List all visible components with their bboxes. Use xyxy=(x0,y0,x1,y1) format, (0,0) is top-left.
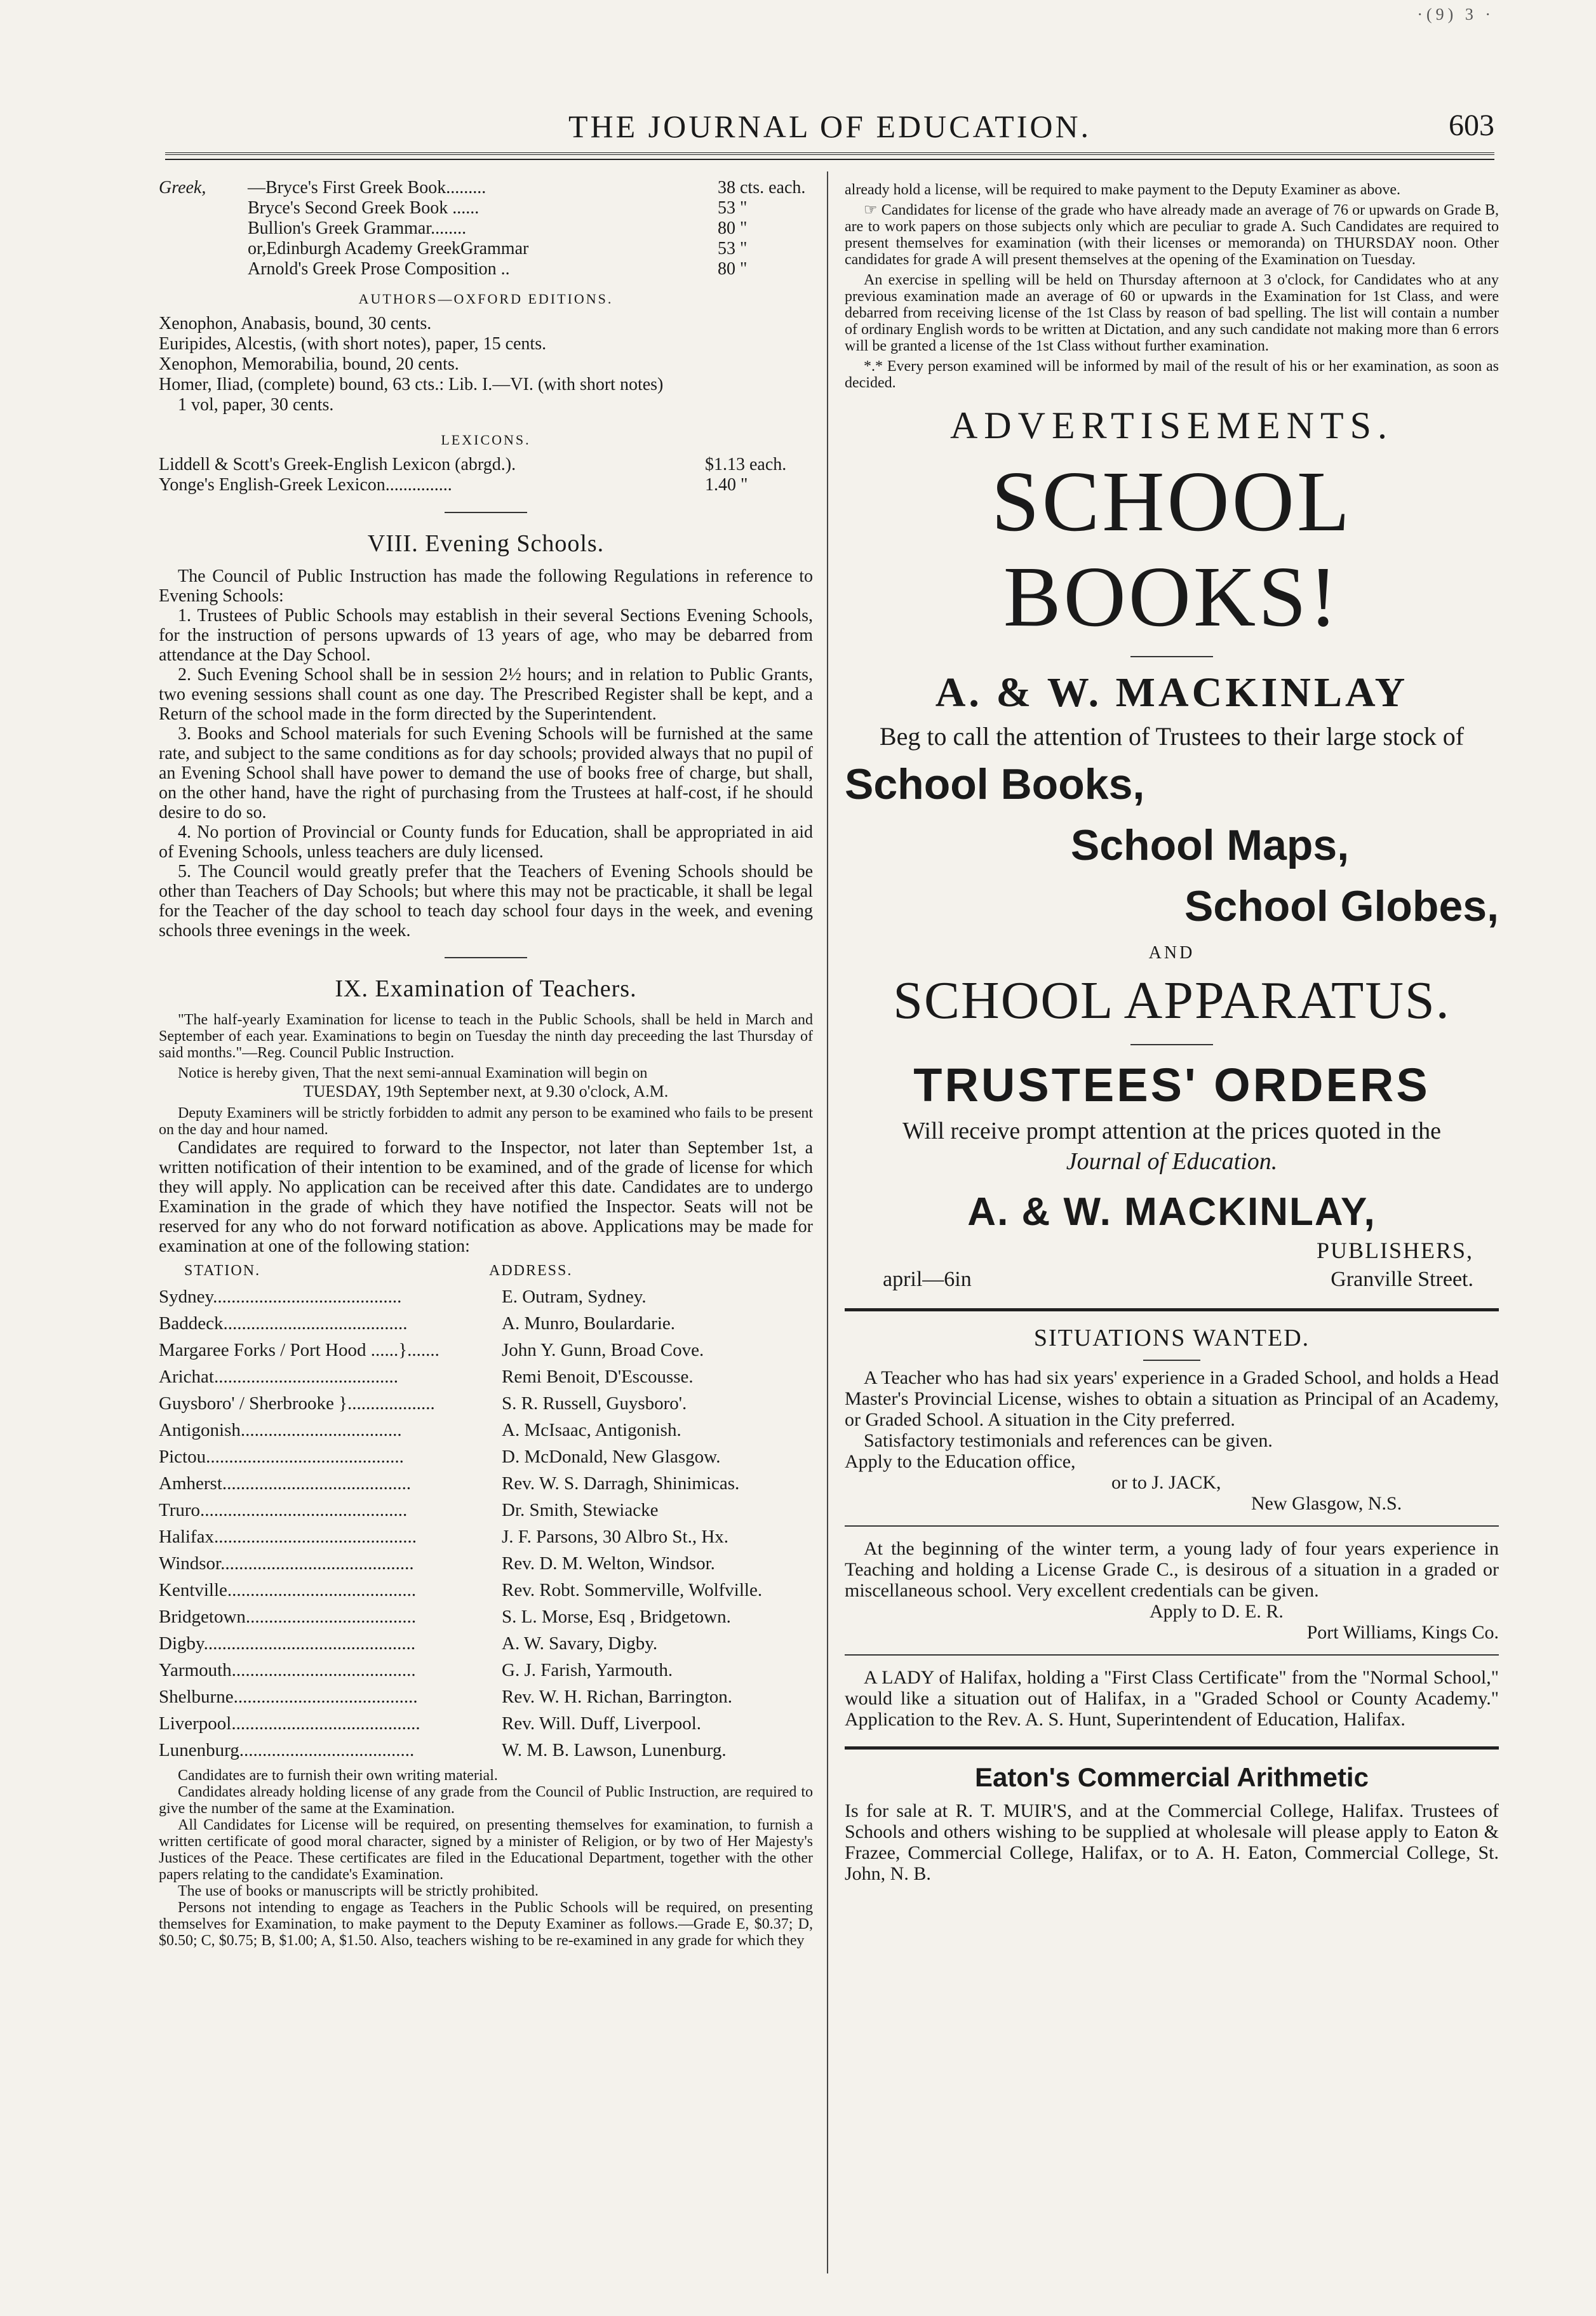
trustees-orders-headline: TRUSTEES' ORDERS xyxy=(913,1059,1430,1111)
station-address: A. McIsaac, Antigonish. xyxy=(502,1420,681,1440)
station-address: Remi Benoit, D'Escousse. xyxy=(502,1367,694,1387)
apply-line: Apply to D. E. R. xyxy=(1150,1601,1284,1622)
lexicons-heading: LEXICONS. xyxy=(441,432,531,448)
station-row xyxy=(159,1577,813,1603)
station-name: Baddeck........................................ xyxy=(159,1313,408,1334)
station-address: W. M. B. Lawson, Lunenburg. xyxy=(502,1740,727,1760)
author-entry: Xenophon, Memorabilia, bound, 20 cents. xyxy=(159,354,459,374)
station-row xyxy=(159,1417,813,1443)
station-name: Kentville......................................... xyxy=(159,1580,417,1600)
address-header: ADDRESS. xyxy=(489,1262,573,1279)
book-price: 53 " xyxy=(718,198,748,218)
station-row xyxy=(159,1470,813,1497)
exam-quote: "The half-yearly Examination for license to teach in the Public Schools, shall be held in March and September of each year. Examinations to begin on Tuesday the ninth day preceeding the last Thursday of said months."—Reg. Council Public Instruction. xyxy=(159,1012,813,1061)
school-maps-line: School Maps, xyxy=(1070,821,1350,869)
ad-rule xyxy=(1143,1360,1200,1361)
station-name: Margaree Forks / Port Hood ......}....... xyxy=(159,1340,439,1360)
station-address: J. F. Parsons, 30 Albro St., Hx. xyxy=(502,1527,729,1547)
exam-fine-print: All Candidates for License will be required, on presenting themselves for examination, to furnish a written certificate of good moral character, signed by a minister of Religion, or by two of Her Majesty's Justices of the Peace. These certificates are filed in the Educational Department, together with the other papers relating to the candidate's Examination. xyxy=(159,1817,813,1883)
station-row xyxy=(159,1683,813,1710)
ad-divider xyxy=(845,1746,1499,1750)
station-address: D. McDonald, New Glasgow. xyxy=(502,1447,721,1467)
station-row xyxy=(159,1630,813,1657)
station-row xyxy=(159,1497,813,1523)
testimonials-line: Satisfactory testimonials and references can be given. xyxy=(864,1430,1273,1451)
ad-street: Granville Street. xyxy=(1331,1268,1473,1291)
grade-a-notice: ☞ Candidates for license of the grade who have already made an average of 76 or upwards on Grade B, are to work papers on those subjects only which are peculiar to grade A. Such Candidates are required to present themselves for examination (with their licenses or memoranda) on THURSDAY noon. Other candidates for grade A will present themselves at the opening of the Examination on Tuesday. xyxy=(845,202,1499,268)
lexicon-title: Liddell & Scott's Greek-English Lexicon (abrgd.). xyxy=(159,455,516,474)
examination-heading: IX. Examination of Teachers. xyxy=(335,975,637,1002)
eaton-ad xyxy=(845,1762,1499,1884)
ad-address-line xyxy=(845,1268,1499,1292)
section-rule xyxy=(445,512,527,513)
exam-fine-print: Candidates already holding license of any grade from the Council of Public Instruction, are required to give the number of the same at the Examination. xyxy=(159,1784,813,1817)
station-row xyxy=(159,1737,813,1764)
book-price: 80 " xyxy=(718,259,748,279)
teacher-ad: A Teacher who has had six years' experience in a Graded School, and holds a Head Master's Provincial License, wishes to obtain a situation as Principal of an Academy, or Graded School. A situation in the City preferred. xyxy=(845,1367,1499,1430)
author-entry: Xenophon, Anabasis, bound, 30 cents. xyxy=(159,314,432,333)
lexicon-row xyxy=(159,475,813,495)
station-address: Rev. W. H. Richan, Barrington. xyxy=(502,1687,732,1707)
station-name: Amherst......................................... xyxy=(159,1473,412,1494)
evening-item: 2. Such Evening School shall be in session 2½ hours; and in relation to Public Grants, two evening sessions shall count as one day. The Prescribed Register shall be kept, and a Return of the school made in the form directed by the Superintendent. xyxy=(159,665,813,724)
journal-name: Journal of Education. xyxy=(1066,1148,1278,1175)
eaton-heading: Eaton's Commercial Arithmetic xyxy=(975,1762,1369,1792)
evening-item: 4. No portion of Provincial or County funds for Education, shall be appropriated in aid of Evening Schools, unless teachers are duly licensed. xyxy=(159,822,813,862)
ad-divider xyxy=(845,1308,1499,1311)
header-rule xyxy=(165,152,1494,160)
station-row xyxy=(159,1283,813,1310)
greek-book-row xyxy=(159,218,813,239)
evening-schools-heading: VIII. Evening Schools. xyxy=(367,530,605,557)
situations-wanted-section xyxy=(845,1324,1499,1730)
situations-heading: SITUATIONS WANTED. xyxy=(1033,1325,1310,1351)
apply-line: New Glasgow, N.S. xyxy=(1251,1493,1402,1514)
station-address: A. Munro, Boulardarie. xyxy=(502,1313,676,1334)
continued-text: already hold a license, will be required to make payment to the Deputy Examiner as above. xyxy=(845,182,1401,198)
station-address: Rev. Will. Duff, Liverpool. xyxy=(502,1713,702,1734)
lexicon-price: $1.13 each. xyxy=(705,455,787,474)
greek-book-row xyxy=(159,259,813,279)
station-name: Windsor.......................................... xyxy=(159,1553,414,1574)
station-row xyxy=(159,1657,813,1683)
station-address: A. W. Savary, Digby. xyxy=(502,1633,658,1654)
firm-name-2: A. & W. MACKINLAY, xyxy=(967,1190,1376,1234)
station-name: Antigonish................................... xyxy=(159,1420,402,1440)
examination-section xyxy=(159,975,813,1949)
book-title: or,Edinburgh Academy GreekGrammar xyxy=(248,239,529,258)
exam-deputy: Deputy Examiners will be strictly forbidden to admit any person to be examined who fails to be present on the day and hour named. xyxy=(159,1105,813,1138)
book-price: 53 " xyxy=(718,239,748,258)
station-name: Halifax............................................ xyxy=(159,1527,417,1547)
station-address: S. L. Morse, Esq , Bridgetown. xyxy=(502,1607,731,1627)
book-title: Bryce's Second Greek Book ...... xyxy=(248,198,479,218)
running-head xyxy=(165,108,1494,146)
author-entry: Euripides, Alcestis, (with short notes), paper, 15 cents. xyxy=(159,334,547,354)
exam-fine-print: Candidates are to furnish their own writing material. xyxy=(178,1767,498,1784)
ad-date-code: april—6in xyxy=(883,1268,972,1291)
ad-rule xyxy=(1130,1044,1213,1045)
spelling-notice: An exercise in spelling will be held on Thursday afternoon at 3 o'clock, for Candidates who at any previous examination made an average of 60 or upwards in the Examination for 1st Class, and were debarred from receiving license of the 1st Class by reason of bad spelling. The list will contain a number of ordinary English words to be written at Dictation, and any such candidate not making more than 6 errors will be granted a license of the 1st Class without further examination. xyxy=(845,272,1499,354)
station-name: Shelburne........................................ xyxy=(159,1687,418,1707)
advertisements-heading: ADVERTISEMENTS. xyxy=(949,405,1394,446)
station-row xyxy=(159,1523,813,1550)
school-globes-line: School Globes, xyxy=(1184,882,1499,930)
station-name: Liverpool......................................... xyxy=(159,1713,420,1734)
station-name: Truro............................................. xyxy=(159,1500,408,1520)
eaton-text: Is for sale at R. T. MUIR'S, and at the Commercial College, Halifax. Trustees of Schools and others wishing to be supplied at wholesale will please apply to Eaton & Frazee, Commercial College, Halifax, or to A. H. Eaton, Commercial College, St. John, N. B. xyxy=(845,1800,1499,1884)
station-name: Sydney......................................... xyxy=(159,1287,402,1307)
station-row xyxy=(159,1310,813,1337)
lady-halifax-ad: A LADY of Halifax, holding a "First Class Certificate" from the "Normal School," would like a situation out of Halifax, in a "Graded School or County Academy." Application to the Rev. A. S. Hunt, Superintendent of Education, Halifax. xyxy=(845,1667,1499,1730)
station-row xyxy=(159,1363,813,1390)
station-address: Rev. D. M. Welton, Windsor. xyxy=(502,1553,715,1574)
station-name: Bridgetown..................................... xyxy=(159,1607,417,1627)
school-books-headline: SCHOOL BOOKS! xyxy=(991,454,1353,645)
greek-books xyxy=(159,178,813,495)
left-column xyxy=(159,178,813,1949)
evening-intro: The Council of Public Instruction has made the following Regulations in reference to Evening Schools: xyxy=(159,566,813,606)
lexicon-price: 1.40 " xyxy=(705,475,748,495)
evening-item: 1. Trustees of Public Schools may establish in their several Sections Evening Schools, for the instruction of persons upwards of 13 years of age, who may be debarred from attendance at the Day School. xyxy=(159,606,813,665)
journal-title: THE JOURNAL OF EDUCATION. xyxy=(568,109,1092,144)
firm-name: A. & W. MACKINLAY xyxy=(935,669,1409,716)
station-address: Dr. Smith, Stewiacke xyxy=(502,1500,659,1520)
page-number: 603 xyxy=(1449,109,1494,142)
book-price: 80 " xyxy=(718,218,748,238)
station-table-header xyxy=(159,1262,813,1280)
book-title: —Bryce's First Greek Book......... xyxy=(248,178,486,197)
author-entry: 1 vol, paper, 30 cents. xyxy=(178,395,334,415)
station-row xyxy=(159,1550,813,1577)
exam-fine-print: The use of books or manuscripts will be strictly prohibited. xyxy=(178,1883,539,1899)
ad-rule xyxy=(1130,656,1213,657)
book-title: Bullion's Greek Grammar........ xyxy=(248,218,467,238)
exam-candidates: Candidates are required to forward to the Inspector, not later than September 1st, a written notification of their intention to be examined, and of the grade of license for which they will apply. No application can be received after this date. Candidates are to undergo Examination in the grade of which they have notified the Inspector. Seats will not be reserved for any who do not forward notification as above. Applications may be made for examination at one of the following station: xyxy=(159,1138,813,1256)
ad-beg-text: Beg to call the attention of Trustees to their large stock of xyxy=(879,722,1465,751)
school-apparatus-line: SCHOOL APPARATUS. xyxy=(893,971,1451,1030)
ad-divider xyxy=(845,1654,1499,1656)
station-name: Pictou........................................... xyxy=(159,1447,404,1467)
apply-line: or to J. JACK, xyxy=(1111,1472,1221,1493)
lexicon-row xyxy=(159,455,813,475)
ad-divider xyxy=(845,1525,1499,1527)
and-word: AND xyxy=(1148,943,1195,963)
evening-item: 3. Books and School materials for such Evening Schools will be furnished at the same rate, and subject to the same conditions as for day schools; provided always that no pupil of an Evening School shall have power to demand the use of books free of charge, but shall, on the other hand, have the right of purchasing from the Trustees at half-cost, if he should desire to do so. xyxy=(159,724,813,822)
station-name: Yarmouth........................................ xyxy=(159,1660,416,1680)
publishers-label: PUBLISHERS, xyxy=(1316,1238,1473,1263)
greek-book-row xyxy=(159,178,813,198)
station-name: Arichat........................................ xyxy=(159,1367,398,1387)
right-column xyxy=(845,178,1499,1884)
greek-book-row xyxy=(159,239,813,259)
corner-marks: ·(9) 3 · xyxy=(1417,5,1494,23)
station-row xyxy=(159,1390,813,1417)
greek-label: Greek, xyxy=(159,178,206,197)
exam-notice: Notice is hereby given, That the next semi-annual Examination will begin on xyxy=(178,1065,648,1081)
greek-book-row xyxy=(159,198,813,218)
exam-date: TUESDAY, 19th September next, at 9.30 o'clock, A.M. xyxy=(303,1082,669,1101)
book-title: Arnold's Greek Prose Composition .. xyxy=(248,259,510,279)
book-price: 38 cts. each. xyxy=(718,178,806,197)
station-address: S. R. Russell, Guysboro'. xyxy=(502,1393,687,1414)
author-entry: Homer, Iliad, (complete) bound, 63 cts.: Lib. I.—VI. (with short notes) xyxy=(159,375,664,394)
school-books-line: School Books, xyxy=(845,760,1145,808)
apply-line: Apply to the Education office, xyxy=(845,1451,1076,1472)
station-address: G. J. Farish, Yarmouth. xyxy=(502,1660,673,1680)
authors-heading: AUTHORS—OXFORD EDITIONS. xyxy=(358,291,614,307)
lexicon-title: Yonge's English-Greek Lexicon............... xyxy=(159,475,452,495)
station-list xyxy=(159,1283,813,1764)
station-row xyxy=(159,1443,813,1470)
mackinlay-ad xyxy=(845,454,1499,1292)
young-lady-ad: At the beginning of the winter term, a young lady of four years experience in Teaching and holding a License Grade C., is desirous of a situation in a graded or miscellaneous school. Very excellent credentials can be given. xyxy=(845,1538,1499,1601)
section-rule xyxy=(445,957,527,958)
station-address: Rev. W. S. Darragh, Shinimicas. xyxy=(502,1473,740,1494)
column-divider xyxy=(827,171,828,2273)
station-name: Lunenburg...................................... xyxy=(159,1740,415,1760)
station-row xyxy=(159,1337,813,1363)
station-address: Rev. Robt. Sommerville, Wolfville. xyxy=(502,1580,763,1600)
evening-item: 5. The Council would greatly prefer that the Teachers of Evening Schools should be other than Teachers of Day Schools; but where this may not be practicable, it shall be legal for the Teacher of the day school to teach day school four days in the week, and evening schools three evenings in the week. xyxy=(159,862,813,940)
station-name: Guysboro' / Sherbrooke }................... xyxy=(159,1393,435,1414)
station-row xyxy=(159,1603,813,1630)
station-row xyxy=(159,1710,813,1737)
exam-fine-print: Persons not intending to engage as Teachers in the Public Schools will be required, on presenting themselves for Examination, to make payment to the Deputy Examiner as follows.—Grade E, $0.37; D, $0.50; C, $0.75; B, $1.00; A, $1.50. Also, teachers wishing to be re-examined in any grade for which they xyxy=(159,1899,813,1949)
station-address: John Y. Gunn, Broad Cove. xyxy=(502,1340,704,1360)
informed-notice: *.* Every person examined will be informed by mail of the result of his or her examination, as soon as decided. xyxy=(845,358,1499,391)
evening-schools-section xyxy=(159,530,813,940)
station-header: STATION. xyxy=(184,1262,261,1279)
station-address: E. Outram, Sydney. xyxy=(502,1287,647,1307)
will-receive-text: Will receive prompt attention at the prices quoted in the xyxy=(902,1118,1441,1144)
apply-line: Port Williams, Kings Co. xyxy=(1306,1622,1499,1643)
station-name: Digby.............................................. xyxy=(159,1633,416,1654)
